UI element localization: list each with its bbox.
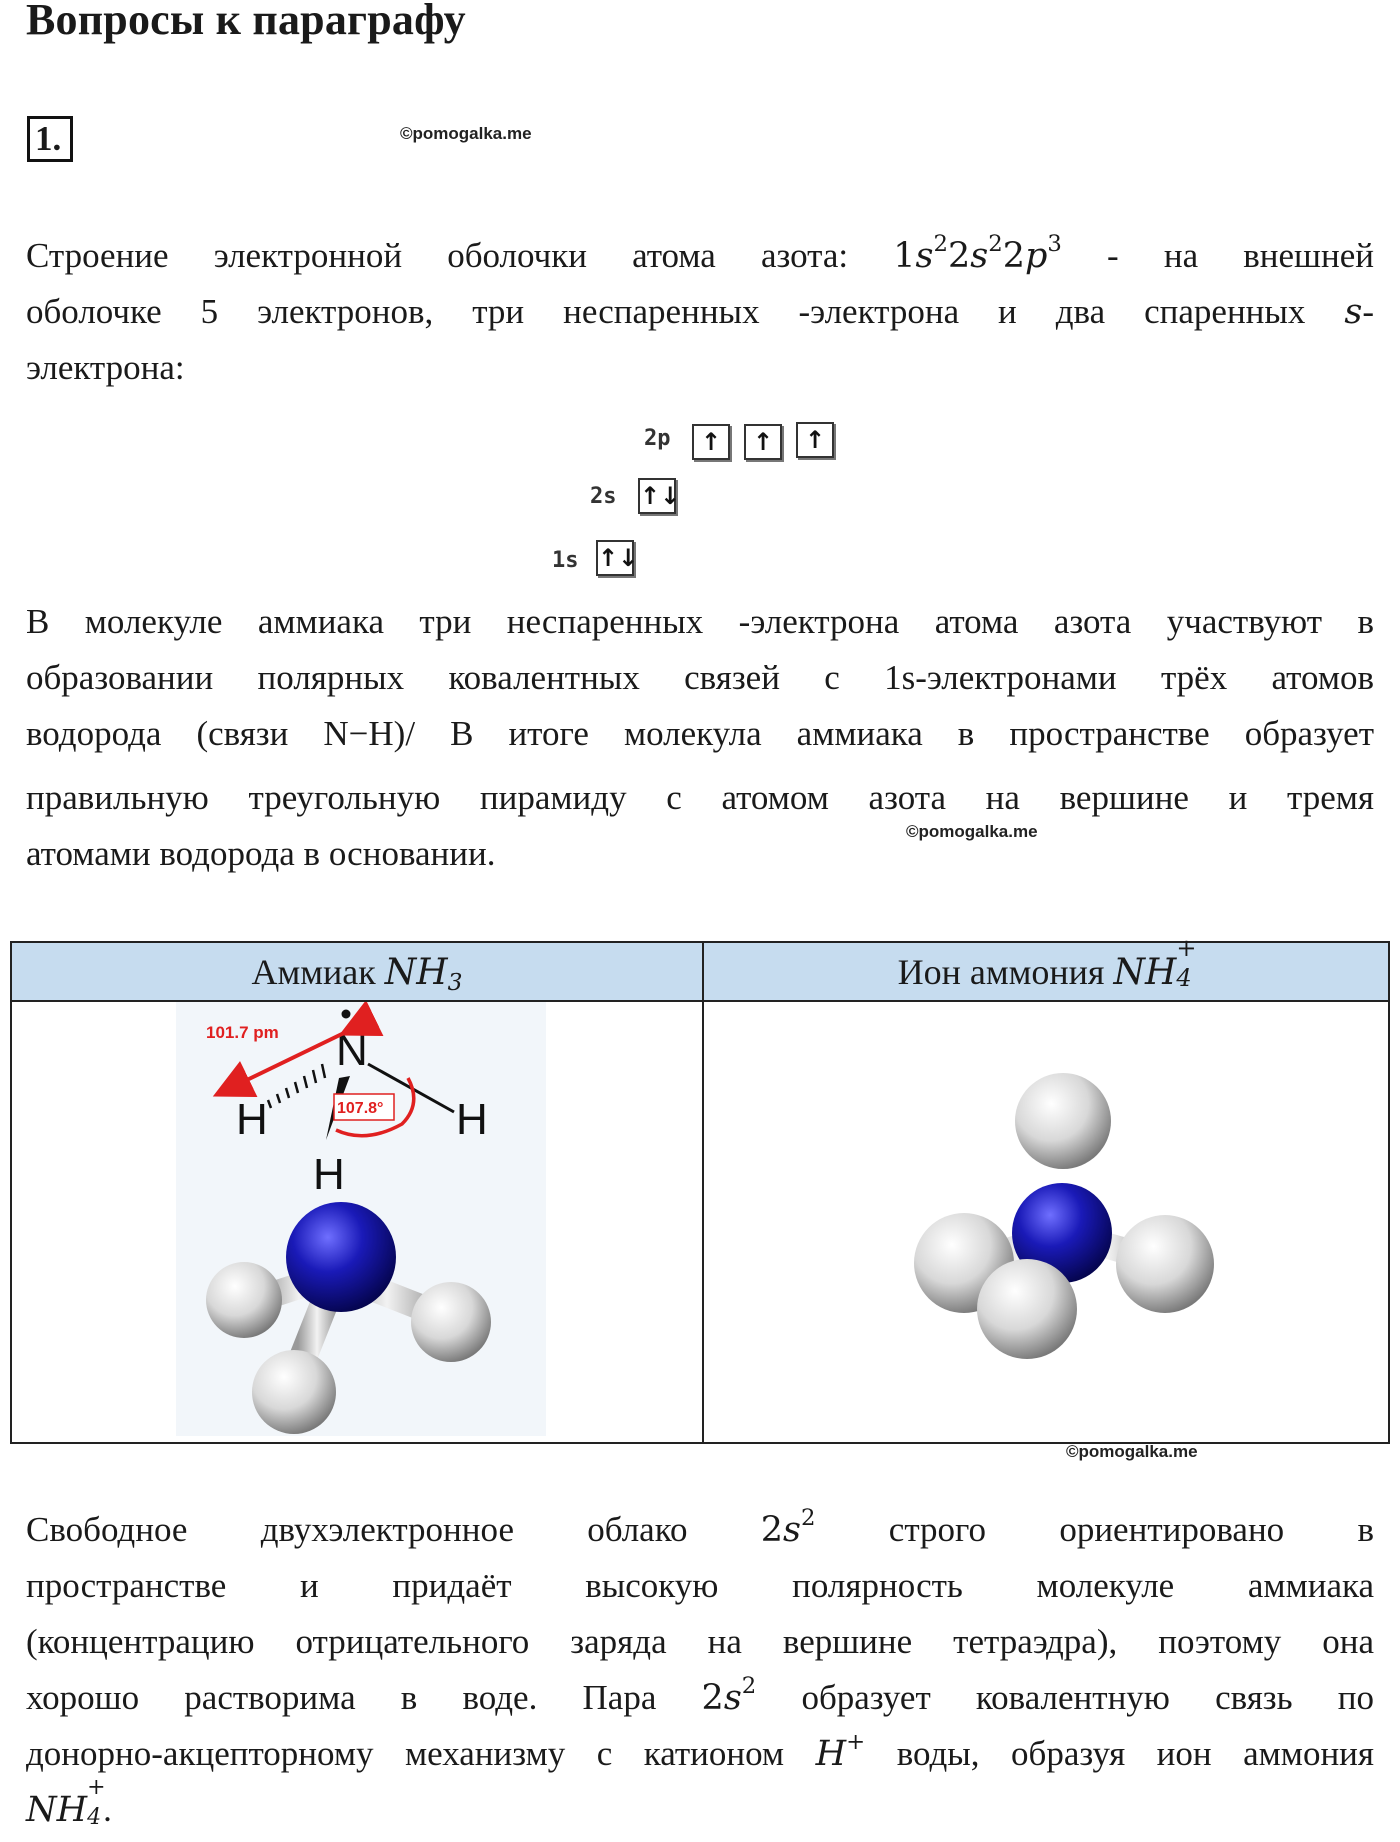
- para1-line2: оболочке 5 электронов, три неспаренных -электрона и два спаренных s-: [26, 292, 1375, 332]
- para2-line: правильную треугольную пирамиду с атомом азота на вершине и тремя: [26, 778, 1374, 817]
- ammonia-illustration: [176, 1002, 546, 1436]
- atom-label-n: N: [336, 1026, 368, 1075]
- nitrogen-atom: [286, 1202, 396, 1312]
- para2-line: В молекуле аммиака три неспаренных -электрона атома азота участвуют в: [26, 602, 1374, 641]
- lone-pair-dot: [358, 1010, 367, 1019]
- para2-line: образовании полярных ковалентных связей с 1s-электронами трёх атомов: [26, 658, 1374, 697]
- paragraph-electron-shell: [26, 228, 1374, 396]
- atom-label-h: H: [313, 1150, 345, 1199]
- bond-length-label: 101.7 pm: [206, 1023, 279, 1042]
- table-divider: [702, 943, 704, 1442]
- hydrogen-atom: [1015, 1073, 1111, 1169]
- hydrogen-atom: [1116, 1215, 1214, 1313]
- hydrogen-atom: [977, 1259, 1077, 1359]
- lone-pair-dot: [342, 1010, 351, 1019]
- para2-line: атомами водорода в основании.: [26, 834, 496, 873]
- ammonium-illustration: [892, 1053, 1222, 1393]
- paragraph-lone-pair: [26, 1502, 1374, 1838]
- para1-line3: электрона:: [26, 348, 185, 387]
- page-title: Вопросы к параграфу: [26, 0, 466, 44]
- comparison-table: [10, 934, 1390, 1444]
- electron-configuration: $1s^22s^22p^3$: [893, 231, 1062, 276]
- atom-label-h: H: [456, 1095, 488, 1144]
- bond-angle-label: 107.8°: [337, 1100, 384, 1117]
- ammonium-3d-model: [914, 1073, 1214, 1359]
- orbital-label-2p: 2p: [644, 426, 671, 451]
- para3-line5: донорно-акцепторному механизму с катионом H+ воды, образуя ион аммония: [26, 1729, 1375, 1774]
- hydrogen-atom: [252, 1350, 336, 1434]
- para3-line3: (концентрацию отрицательного заряда на вершине тетраэдра), поэтому она: [26, 1622, 1374, 1661]
- orbital-cell: ↑: [796, 422, 834, 458]
- para3-line2: пространстве и придаёт высокую полярность молекуле аммиака: [26, 1566, 1374, 1605]
- para3-line1: Свободное двухэлектронное облако $2s^2$ строго ориентировано в: [26, 1505, 1374, 1550]
- para3-line4: хорошо растворима в воде. Пара $2s^2$ образует ковалентную связь по: [26, 1673, 1374, 1718]
- table-header-ammonium: Ион аммония NH + 4: [704, 943, 1388, 1002]
- orbital-label-2s: 2s: [590, 484, 617, 509]
- atom-label-h: H: [236, 1095, 268, 1144]
- watermark: ©pomogalka.me: [400, 124, 532, 143]
- orbital-cell: ↑: [744, 424, 782, 460]
- orbital-cell: ↑↓: [596, 540, 634, 576]
- paragraph-ammonia-molecule: [26, 594, 1374, 882]
- para2-line: водорода (связи N−H)/ В итоге молекула аммиака в пространстве образует: [26, 714, 1374, 753]
- hydrogen-atom: [206, 1262, 282, 1338]
- para1-line1: Строение электронной оболочки атома азота: $1s^22s^22p^3$ - на внешней: [26, 231, 1374, 276]
- orbital-cell: ↑↓: [638, 478, 676, 514]
- watermark: ©pomogalka.me: [906, 822, 1038, 841]
- para3-line6: NH + 4 .: [26, 1775, 112, 1830]
- hydrogen-atom: [411, 1282, 491, 1362]
- watermark: ©pomogalka.me: [1066, 1442, 1198, 1461]
- table-header-ammonia: Аммиак $NH_3$: [12, 943, 702, 1002]
- orbital-cell: ↑: [692, 424, 730, 460]
- orbital-label-1s: 1s: [552, 548, 579, 573]
- question-number: 1.: [27, 116, 73, 162]
